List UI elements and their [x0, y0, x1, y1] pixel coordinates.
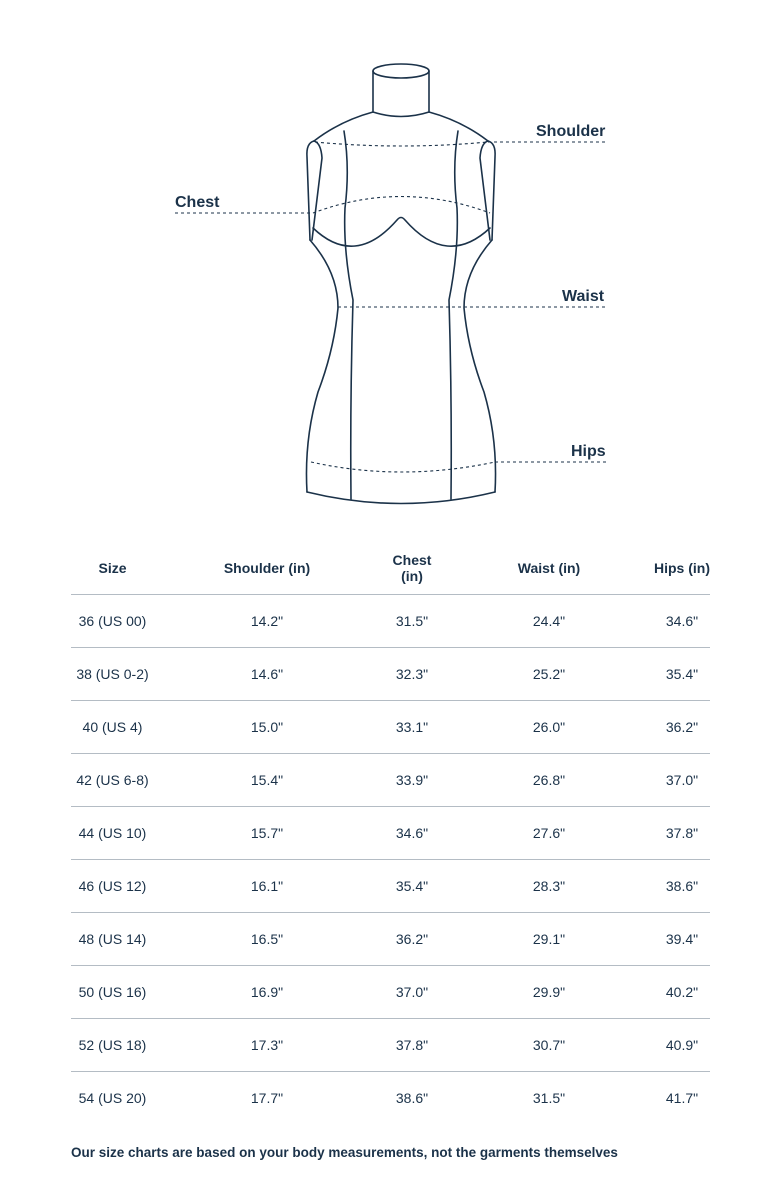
cell-waist: 29.9": [444, 966, 654, 1019]
cell-size: 50 (US 16): [71, 966, 154, 1019]
table-row: [71, 1019, 710, 1072]
table-row: [71, 807, 710, 860]
table-row: [71, 966, 710, 1019]
cell-shoulder: 16.5": [154, 913, 380, 966]
cell-chest: 36.2": [380, 913, 444, 966]
cell-waist: 28.3": [444, 860, 654, 913]
cell-size: 36 (US 00): [71, 595, 154, 648]
cell-hips: 37.8": [654, 807, 710, 860]
cell-hips: 35.4": [654, 648, 710, 701]
neck-top-outline: [373, 64, 429, 78]
cell-shoulder: 15.0": [154, 701, 380, 754]
cell-hips: 36.2": [654, 701, 710, 754]
hips-measure-line: [311, 462, 495, 472]
cell-size: 44 (US 10): [71, 807, 154, 860]
cell-waist: 27.6": [444, 807, 654, 860]
table-row: [71, 860, 710, 913]
cell-waist: 30.7": [444, 1019, 654, 1072]
cell-hips: 41.7": [665, 1090, 699, 1106]
cell-chest: 34.6": [380, 807, 444, 860]
table-row: [71, 913, 710, 966]
header-size: Size: [71, 541, 154, 595]
table-row: [71, 648, 710, 701]
cell-size: 40 (US 4): [71, 701, 154, 754]
header-hips: Hips (in): [654, 541, 710, 595]
right-shoulder-outline: [429, 112, 488, 141]
cell-shoulder: 17.7": [250, 1090, 284, 1106]
table-row: [71, 754, 710, 807]
cell-hips: 40.9": [654, 1019, 710, 1072]
table-row: [71, 1072, 710, 1125]
cell-shoulder: 15.7": [154, 807, 380, 860]
cell-size: 54 (US 20): [78, 1090, 147, 1106]
mannequin-figure: [0, 0, 780, 520]
left-shoulder-outline: [314, 112, 373, 141]
footnote: Our size charts are based on your body measurements, not the garments themselves: [71, 1145, 618, 1160]
cell-size: 52 (US 18): [71, 1019, 154, 1072]
cell-chest: 35.4": [380, 860, 444, 913]
header-chest: Chest (in): [380, 541, 444, 595]
cell-hips: 37.0": [654, 754, 710, 807]
cell-shoulder: 14.6": [154, 648, 380, 701]
cell-waist: 25.2": [444, 648, 654, 701]
cell-chest: 33.9": [380, 754, 444, 807]
cell-chest: 37.8": [380, 1019, 444, 1072]
right-torso-outline: [464, 240, 496, 492]
cell-size: 42 (US 6-8): [71, 754, 154, 807]
left-arm-cap-inner: [312, 141, 322, 240]
chest-measure-line: [313, 197, 490, 214]
cell-waist: 29.1": [444, 913, 654, 966]
chest-label: Chest: [175, 194, 220, 211]
cell-waist: 26.8": [444, 754, 654, 807]
cell-shoulder: 17.3": [154, 1019, 380, 1072]
cell-waist: 24.4": [444, 595, 654, 648]
cell-hips: 34.6": [654, 595, 710, 648]
cell-shoulder: 16.9": [154, 966, 380, 1019]
cell-hips: 39.4": [654, 913, 710, 966]
cell-chest: 38.6": [395, 1090, 429, 1106]
shoulder-label: Shoulder: [536, 123, 606, 140]
left-torso-outline: [306, 240, 338, 492]
cell-shoulder: 16.1": [154, 860, 380, 913]
waist-label: Waist: [562, 288, 605, 305]
left-seam: [344, 131, 353, 499]
header-shoulder: Shoulder (in): [154, 541, 380, 595]
cell-hips: 40.2": [654, 966, 710, 1019]
hem-outline: [307, 492, 495, 504]
shoulder-measure-line: [315, 142, 488, 146]
table-row: [71, 701, 710, 754]
table-header-row: [71, 541, 710, 595]
cell-waist: 26.0": [444, 701, 654, 754]
cell-chest: 32.3": [380, 648, 444, 701]
cell-size: 48 (US 14): [71, 913, 154, 966]
right-arm-cap-outer: [488, 141, 495, 240]
right-seam: [449, 131, 458, 499]
cell-chest: 33.1": [380, 701, 444, 754]
cell-chest: 31.5": [380, 595, 444, 648]
header-waist: Waist (in): [444, 541, 654, 595]
bust-curve: [313, 218, 490, 247]
cell-chest: 37.0": [380, 966, 444, 1019]
left-arm-cap-outer: [307, 141, 314, 240]
right-arm-cap-inner: [480, 141, 490, 240]
cell-hips: 38.6": [654, 860, 710, 913]
mannequin-illustration: [0, 0, 780, 520]
table-row: [71, 595, 710, 648]
hips-label: Hips: [571, 443, 606, 460]
cell-size: 38 (US 0-2): [71, 648, 154, 701]
cell-waist: 31.5": [532, 1090, 566, 1106]
cell-shoulder: 15.4": [154, 754, 380, 807]
size-chart-table: [71, 541, 710, 1124]
cell-shoulder: 14.2": [154, 595, 380, 648]
cell-size: 46 (US 12): [71, 860, 154, 913]
